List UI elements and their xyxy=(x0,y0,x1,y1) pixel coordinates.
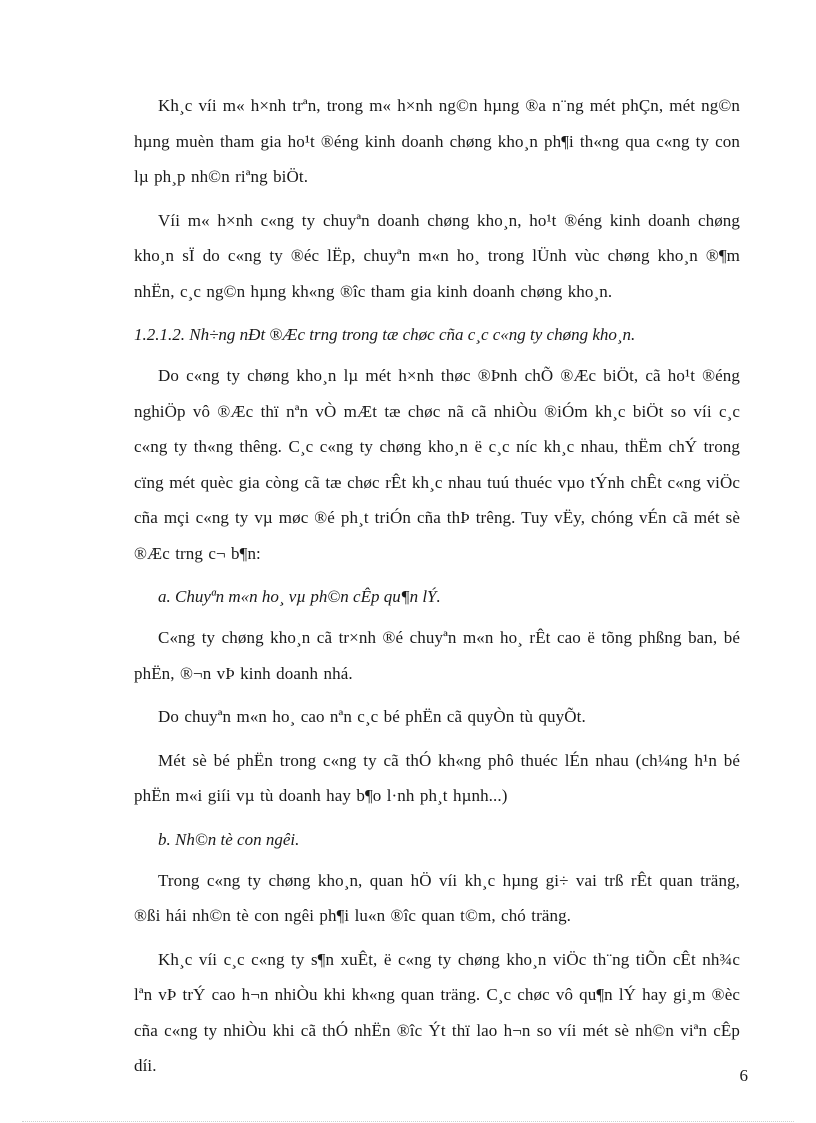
paragraph-customer-relations: Trong c«ng ty chøng kho¸n, quan hÖ víi kh¸c hµng gi÷ vai trß rÊt quan träng, ®ßi hái nh©n tè con ngêi ph¶i lu«n ®îc quan t©m, chó träng. xyxy=(134,870,740,925)
paragraph-specialized-company-model: Víi m« h×nh c«ng ty chuyªn doanh chøng kho¸n, ho¹t ®éng kinh doanh chøng kho¸n sÏ do c«ng ty ®éc lËp, chuyªn m«n ho¸ trong lÜnh vùc chøng kho¸n ®¶m nhËn, c¸c ng©n hµng kh«ng ®îc tham gia kinh doanh chøng kho¸n. xyxy=(134,210,740,301)
section-heading-organization-features: 1.2.1.2. Nh÷ng nÐt ®Æc trng trong tæ chøc cña c¸c c«ng ty chøng kho¸n. xyxy=(134,325,636,344)
paragraph-universal-bank-model: Kh¸c víi m« h×nh trªn, trong m« h×nh ng©n hµng ®a n¨ng mét phÇn, mét ng©n hµng muèn tham gia ho¹t ®éng kinh doanh chøng kho¸n ph¶i th«ng qua c«ng ty con lµ ph¸p nh©n riªng biÖt. xyxy=(134,96,740,186)
paragraph-independent-departments: Mét sè bé phËn trong c«ng ty cã thÓ kh«ng phô thuéc lÉn nhau (ch¼ng h¹n bé phËn m«i giíi vµ tù doanh hay b¶o l·nh ph¸t hµnh...) xyxy=(134,750,740,805)
paragraph-autonomy: Do chuyªn m«n ho¸ cao nªn c¸c bé phËn cã quyÒn tù quyÕt. xyxy=(158,707,586,726)
paragraph-promotion: Kh¸c víi c¸c c«ng ty s¶n xuÊt, ë c«ng ty chøng kho¸n viÖc th¨ng tiÕn cÊt nh¾c lªn vÞ trÝ cao h¬n nhiÒu khi kh«ng quan träng. C¸c chøc vô qu¶n lÝ hay gi¸m ®èc cña c«ng ty nhiÒu khi cã thÓ nhËn ®îc Ýt thï lao h¬n so víi mét sè nh©n viªn cÊp díi. xyxy=(134,949,740,1075)
paragraph-special-institution: Do c«ng ty chøng kho¸n lµ mét h×nh thøc ®Þnh chÕ ®Æc biÖt, cã ho¹t ®éng nghiÖp vô ®Æc thï nªn vÒ mÆt tæ chøc nã cã nhiÒu ®iÓm kh¸c biÖt so víi c¸c c«ng ty th«ng thêng. C¸c c«ng ty chøng kho¸n ë c¸c níc kh¸c nhau, thËm chÝ trong cïng mét quèc gia còng cã tæ chøc rÊt kh¸c nhau tuú thuéc vµo tÝnh chÊt c«ng viÖc cña mçi c«ng ty vµ møc ®é ph¸t triÓn cña thÞ trêng. Tuy vËy, chóng vÉn cã mét sè ®Æc trng c¬ b¶n: xyxy=(134,366,740,563)
footer-divider xyxy=(22,1121,794,1122)
page-number: 6 xyxy=(739,1066,748,1085)
paragraph-specialization-level: C«ng ty chøng kho¸n cã tr×nh ®é chuyªn m«n ho¸ rÊt cao ë tõng phßng ban, bé phËn, ®¬n vÞ kinh doanh nhá. xyxy=(134,628,740,683)
subheading-specialization: a. Chuyªn m«n ho¸ vµ ph©n cÊp qu¶n lÝ. xyxy=(158,587,441,606)
page-content xyxy=(134,88,740,1092)
subheading-human-factor: b. Nh©n tè con ngêi. xyxy=(158,829,300,849)
